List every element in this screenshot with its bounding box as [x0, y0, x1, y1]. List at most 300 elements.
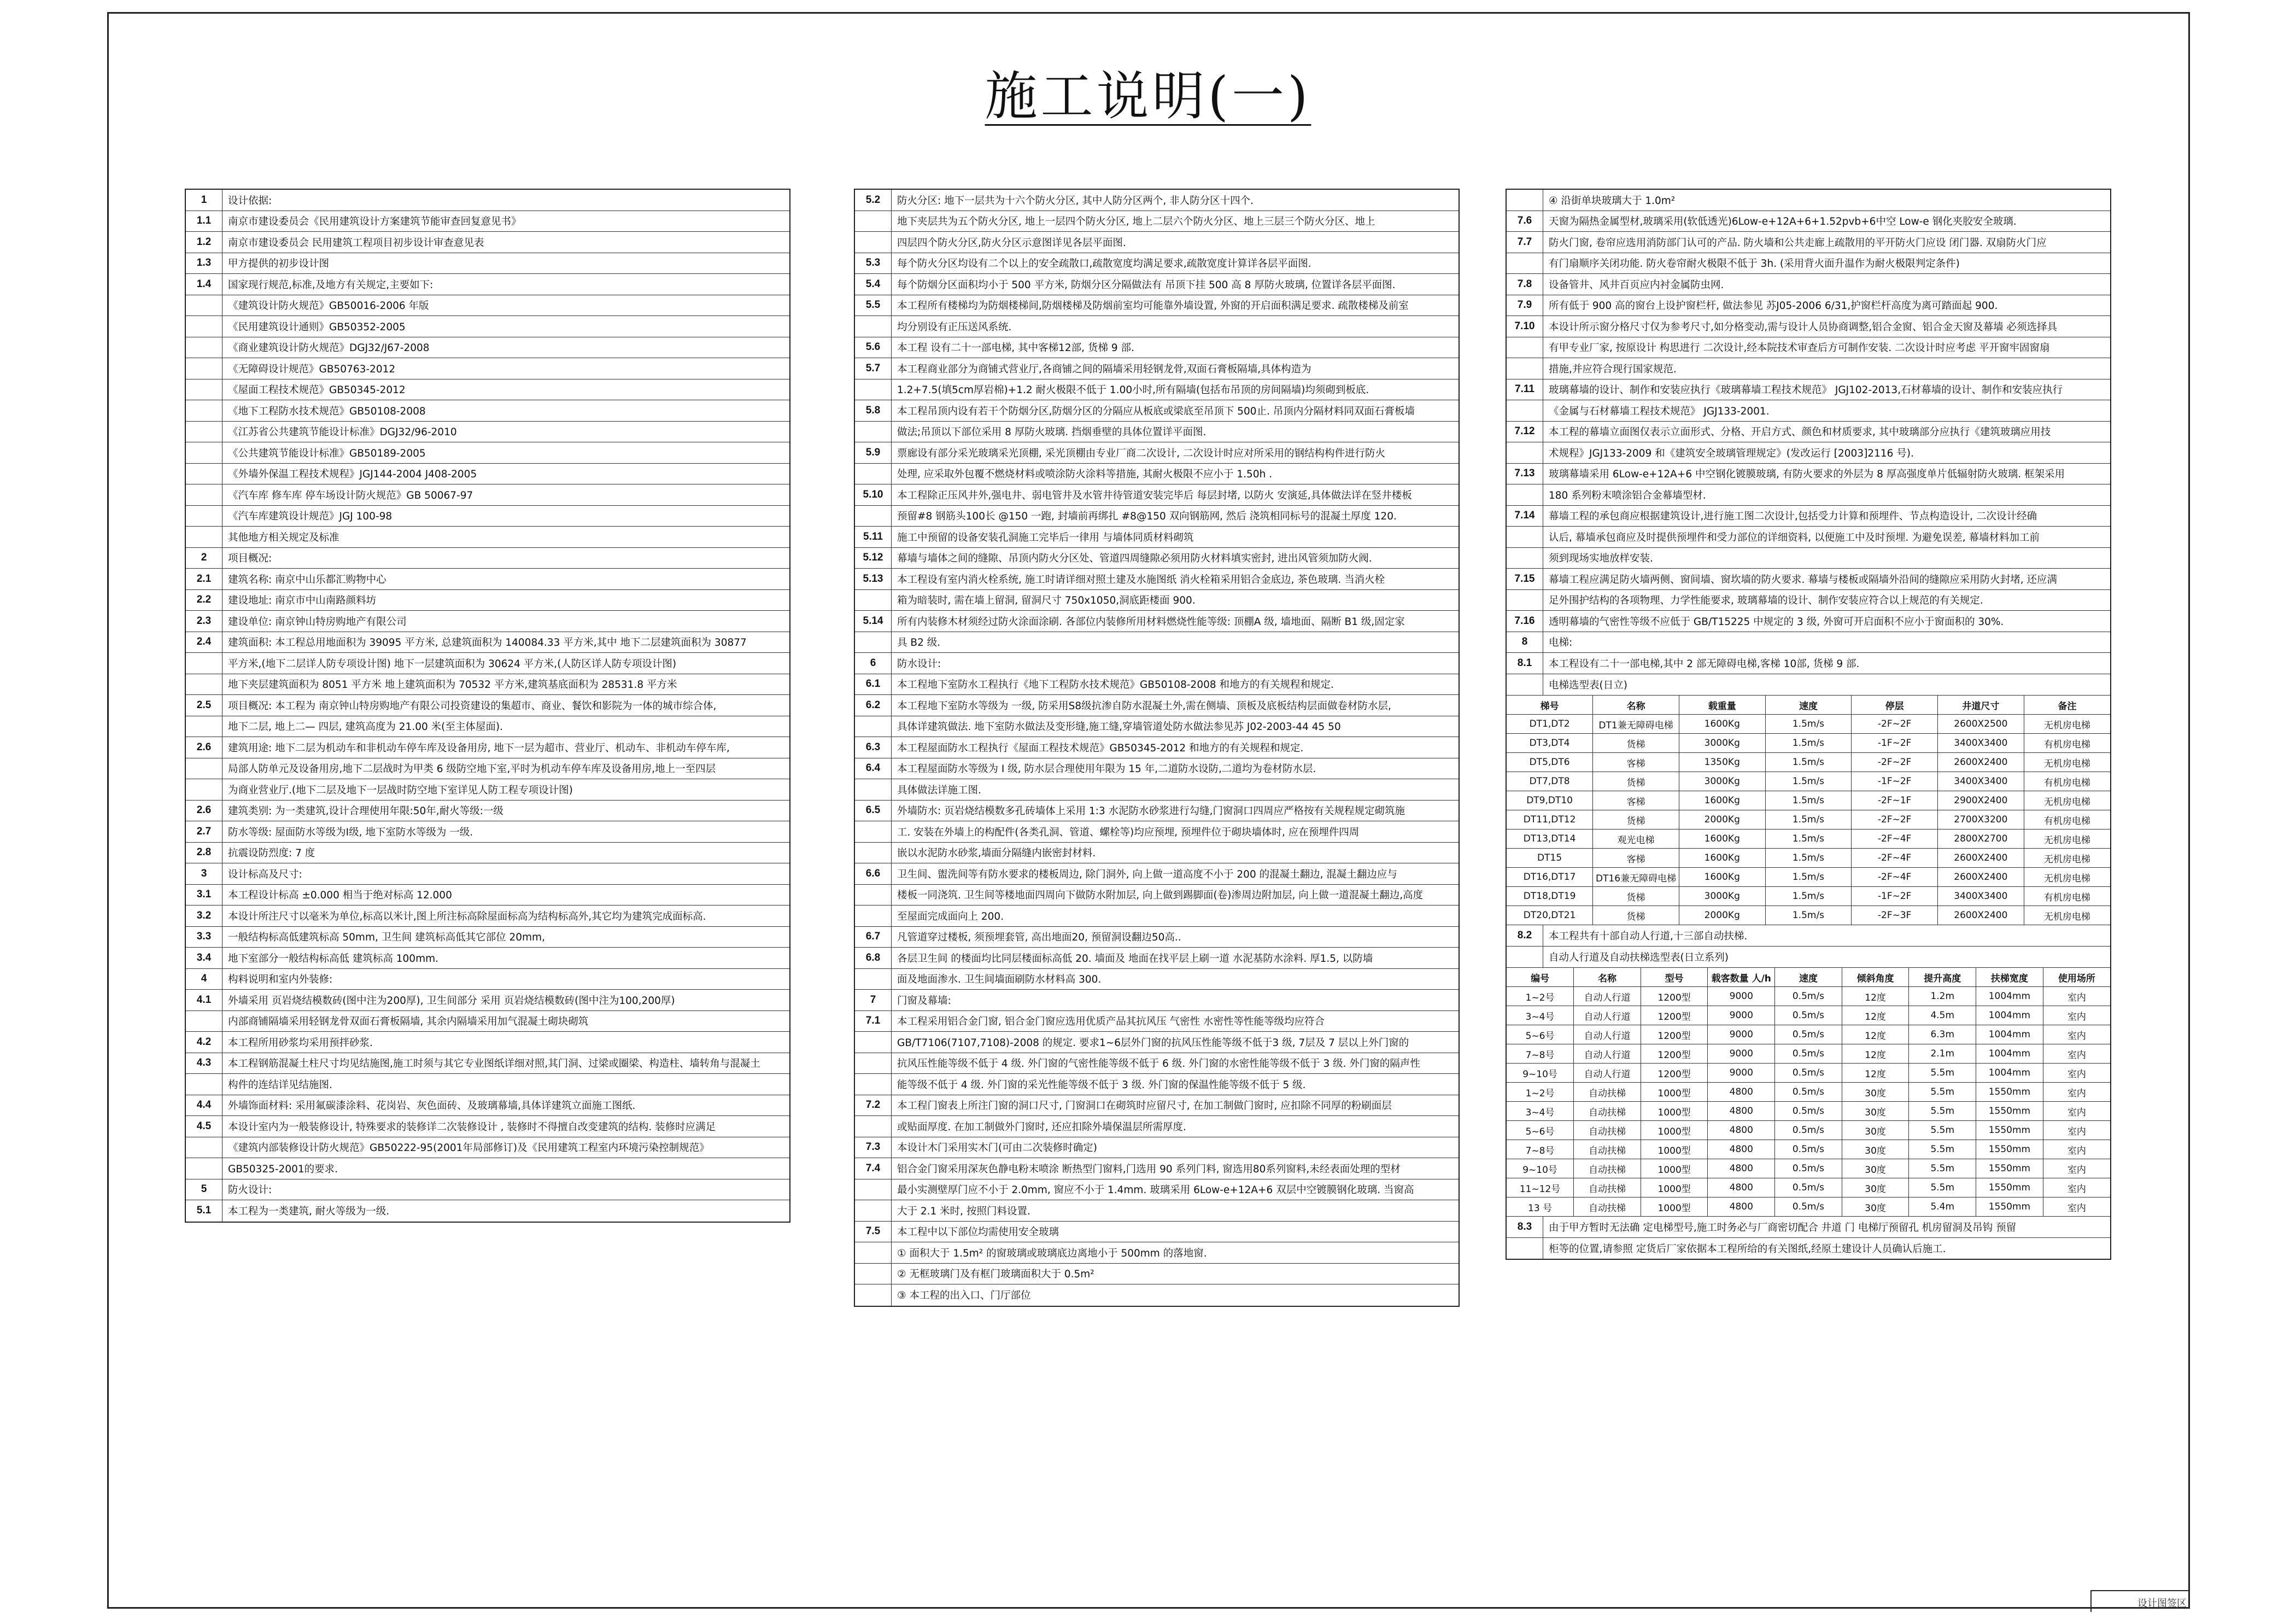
table-cell: 无机房电梯 — [2024, 906, 2110, 925]
clause-text: 本工程商业部分为商铺式营业厅,各商铺之间的隔墙采用轻钢龙骨,双面石膏板隔墙,具体构造为 — [897, 363, 1311, 375]
spec-row — [1507, 653, 2110, 674]
table-header-cell: 名称 — [1574, 968, 1641, 987]
clause-text: 箱为暗装时, 需在墙上留洞, 留洞尺寸 750x1050,洞底距楼面 900. — [897, 595, 1196, 607]
table-cell: 1600Kg — [1679, 791, 1765, 810]
table-row — [1507, 1178, 2110, 1197]
table-cell: 1550mm — [1976, 1140, 2043, 1159]
table-header-cell: 提升高度 — [1909, 968, 1976, 987]
clause-text: 本设计所注尺寸以毫米为单位,标高以米计,图上所注标高除屋面标高为结构标高外,其它均为建筑完成面标高. — [228, 910, 706, 922]
clause-number: 2.1 — [186, 569, 222, 589]
table-cell: 30度 — [1842, 1178, 1909, 1197]
spec-row — [855, 1200, 1459, 1222]
table-row — [1507, 1064, 2110, 1083]
table-cell: 自动人行道 — [1574, 1044, 1641, 1064]
spec-row — [855, 422, 1459, 443]
table-cell: 4800 — [1708, 1102, 1775, 1121]
table-cell: 1200型 — [1641, 1064, 1708, 1083]
spec-row — [855, 1032, 1459, 1053]
clause-text: 铝合金门窗采用深灰色静电粉末喷涂 断热型门窗料,门选用 90 系列门料, 窗选用80系列窗料,未经表面处理的型材 — [897, 1163, 1401, 1175]
table-cell: 自动人行道 — [1574, 1064, 1641, 1083]
clause-text: 《江苏省公共建筑节能设计标准》DGJ32/96-2010 — [228, 427, 457, 439]
table-cell: 0.5m/s — [1775, 1159, 1842, 1178]
table-cell: 1.5m/s — [1765, 715, 1852, 734]
table-header-cell: 井道尺寸 — [1938, 696, 2024, 715]
table-cell: 2.1m — [1909, 1044, 1976, 1064]
table-header-cell: 型号 — [1641, 968, 1708, 987]
table-cell: 货梯 — [1593, 734, 1679, 753]
spec-row — [855, 527, 1459, 548]
table-row — [1507, 868, 2110, 887]
spec-row — [1507, 274, 2110, 295]
clause-text: 门窗及幕墙: — [897, 995, 951, 1007]
table-cell: 2000Kg — [1679, 810, 1765, 829]
clause-number: 4.1 — [186, 990, 222, 1010]
clause-text: 《屋面工程技术规范》GB50345-2012 — [228, 384, 406, 396]
clause-text: ② 无框玻璃门及有框门玻璃面积大于 0.5m² — [897, 1269, 1094, 1281]
clause-text: 甲方提供的初步设计图 — [228, 258, 330, 270]
clause-number: 7 — [855, 990, 892, 1010]
spec-row — [186, 337, 789, 359]
clause-text: 工. 安装在外墙上的构配件(各类孔洞、管道、螺栓等)均应预埋, 预埋件位于砌块墙体时, 应在预埋件四周 — [897, 826, 1360, 838]
table-cell: 9000 — [1708, 1044, 1775, 1064]
spec-row — [1507, 1238, 2110, 1259]
spec-row — [855, 821, 1459, 843]
table-cell: 5.4m — [1909, 1197, 1976, 1217]
clause-text: 局部人防单元及设备用房,地下二层战时为甲类 6 级防空地下室,平时为机动车停车库及设备用房,地上一至四层 — [228, 763, 716, 775]
clause-text: 防水等级: 屋面防水等级为Ⅰ级, 地下室防水等级为 一级. — [228, 826, 473, 838]
spec-row — [855, 716, 1459, 738]
table-cell: DT9,DT10 — [1507, 791, 1593, 810]
table-cell: 自动人行道 — [1574, 1025, 1641, 1044]
clause-text: 设计标高及尺寸: — [228, 868, 302, 880]
clause-text: 认后, 幕墙承包商应及时提供预埋件和受力部位的详细资料, 以便施工中及时预埋. 为避免误差, 幕墙材料加工前 — [1549, 531, 2040, 544]
table-cell: 30度 — [1842, 1140, 1909, 1159]
clause-text: GB/T7106(7107,7108)-2008 的规定. 要求1~6层外门窗的抗风压性能等级不低于3 级, 7层及 7 层以上外门窗的 — [897, 1037, 1409, 1049]
spec-row — [855, 990, 1459, 1011]
clause-text: 构件的连结详见结施图. — [228, 1079, 332, 1091]
spec-row — [1507, 232, 2110, 253]
clause-text: 面及地面渗水. 卫生间墙面刷防水材料高 300. — [897, 974, 1102, 986]
clause-number — [855, 1242, 892, 1263]
clause-text: 柜等的位置,请参照 定货后厂家依据本工程所给的有关图纸,经原土建设计人员确认后施工. — [1549, 1243, 1946, 1255]
clause-number — [186, 316, 222, 337]
table-cell: 2000Kg — [1679, 906, 1765, 925]
spec-row — [186, 1095, 789, 1117]
spec-row — [855, 211, 1459, 232]
spec-row — [1507, 422, 2110, 443]
table-cell: 观光电梯 — [1593, 829, 1679, 849]
table-cell: 自动扶梯 — [1574, 1178, 1641, 1197]
table-cell: 4800 — [1708, 1121, 1775, 1140]
clause-number: 7.13 — [1507, 464, 1543, 484]
spec-row — [186, 1137, 789, 1159]
table-cell: 2600X2400 — [1938, 906, 2024, 925]
spec-row — [1507, 442, 2110, 464]
clause-number: 6.8 — [855, 948, 892, 968]
spec-row — [186, 590, 789, 611]
notes-column-3 — [1506, 189, 2111, 1260]
table-cell: 12度 — [1842, 1006, 1909, 1025]
clause-number — [186, 295, 222, 316]
table-cell: 5~6号 — [1507, 1025, 1574, 1044]
table-cell: 4800 — [1708, 1197, 1775, 1217]
spec-row — [186, 527, 789, 548]
spec-row — [186, 674, 789, 696]
table-cell: 9~10号 — [1507, 1064, 1574, 1083]
table-cell: 13 号 — [1507, 1197, 1574, 1217]
table-row — [1507, 1083, 2110, 1102]
clause-number: 5.1 — [186, 1200, 222, 1222]
clause-text: 玻璃幕墙的设计、制作和安装应执行《玻璃幕墙工程技术规范》 JGJ102-2013,石材幕墙的设计、制作和安装应执行 — [1549, 384, 2063, 396]
table-cell: 1600Kg — [1679, 829, 1765, 849]
spec-row — [855, 758, 1459, 780]
table-cell: 0.5m/s — [1775, 1006, 1842, 1025]
clause-number: 5.8 — [855, 400, 892, 421]
table-cell: 1600Kg — [1679, 849, 1765, 868]
spec-row — [855, 569, 1459, 590]
clause-number: 8.3 — [1507, 1217, 1543, 1237]
spec-row — [186, 653, 789, 674]
table-cell: 0.5m/s — [1775, 1083, 1842, 1102]
table-cell: 1.5m/s — [1765, 772, 1852, 791]
clause-text: 建筑名称: 南京中山乐都汇购物中心 — [228, 574, 386, 586]
spec-row — [855, 801, 1459, 822]
table-cell: 12度 — [1842, 1064, 1909, 1083]
spec-row — [1507, 400, 2110, 422]
clause-number — [855, 1074, 892, 1095]
clause-text: 本设计所示窗分格尺寸仅为参考尺寸,如分格变动,需与设计人员协商调整,铝合金窗、铝合金天窗及幕墙 必须选择具 — [1549, 321, 2058, 333]
table-cell: 2600X2400 — [1938, 868, 2024, 887]
clause-number: 5.9 — [855, 442, 892, 463]
clause-number: 7.10 — [1507, 316, 1543, 337]
clause-text: 本工程共有十部自动人行道,十三部自动扶梯. — [1549, 930, 1748, 942]
table-cell: 1.5m/s — [1765, 906, 1852, 925]
spec-row — [855, 295, 1459, 317]
spec-row — [855, 1095, 1459, 1117]
clause-number: 5.12 — [855, 548, 892, 569]
clause-text: 内部商铺隔墙采用轻钢龙骨双面石膏板隔墙, 其余内隔墙采用加气混凝土砌块砌筑 — [228, 1016, 589, 1028]
clause-number — [1507, 590, 1543, 611]
clause-text: 做法;吊顶以下部位采用 8 厚防火玻璃. 挡烟垂壁的具体位置详平面图. — [897, 427, 1206, 439]
spec-row — [186, 422, 789, 443]
clause-text: 1.2+7.5(填5cm厚岩棉)+1.2 耐火极限不低于 1.00小时,所有隔墙(包括布吊顶的房间隔墙)均须砌到板底. — [897, 384, 1369, 396]
table-row — [1507, 1006, 2110, 1025]
clause-number: 7.11 — [1507, 379, 1543, 400]
table-cell: 12度 — [1842, 1025, 1909, 1044]
table-cell: 货梯 — [1593, 772, 1679, 791]
table-cell: DT16兼无障碍电梯 — [1593, 868, 1679, 887]
clause-text: 施工中预留的设备安装孔洞施工完毕后一律用 与墙体同质材料砌筑 — [897, 531, 1194, 544]
spec-row — [855, 1074, 1459, 1095]
clause-number: 6.1 — [855, 674, 892, 695]
table-row — [1507, 810, 2110, 829]
table-cell: 5.5m — [1909, 1178, 1976, 1197]
spec-row — [186, 400, 789, 422]
clause-text: 防水设计: — [897, 658, 941, 670]
clause-number: 7.15 — [1507, 569, 1543, 589]
spec-row — [186, 358, 789, 379]
clause-text: 《建筑内部装修设计防火规范》GB50222-95(2001年局部修订)及《民用建筑工程室内环境污染控制规范》 — [228, 1142, 710, 1154]
table-cell: 1000型 — [1641, 1102, 1708, 1121]
clause-text: 建筑面积: 本工程总用地面积为 39095 平方米, 总建筑面积为 140084.33 平方米,其中 地下二层建筑面积为 30877 — [228, 637, 747, 649]
table-cell: 30度 — [1842, 1197, 1909, 1217]
clause-number: 5.4 — [855, 274, 892, 295]
clause-text: 能等级不低于 4 级. 外门窗的采光性能等级不低于 3 级. 外门窗的保温性能等级不低于 5 级. — [897, 1079, 1306, 1091]
clause-text: 电梯: — [1549, 637, 1573, 649]
table-cell: 自动扶梯 — [1574, 1197, 1641, 1217]
clause-number: 2.6 — [186, 801, 222, 821]
clause-text: 地下夹层建筑面积为 8051 平方米 地上建筑面积为 70532 平方米,建筑基底面积为 28531.8 平方米 — [228, 679, 677, 691]
clause-text: 《商业建筑设计防火规范》DGJ32/J67-2008 — [228, 342, 430, 354]
clause-number — [855, 590, 892, 611]
spec-row — [855, 400, 1459, 422]
table-cell: -2F~2F — [1852, 753, 1938, 772]
clause-number: 5 — [186, 1179, 222, 1200]
spec-row — [1507, 337, 2110, 359]
table-row — [1507, 829, 2110, 849]
spec-row — [186, 695, 789, 716]
table-cell: 30度 — [1842, 1121, 1909, 1140]
clause-number — [855, 1053, 892, 1074]
clause-text: 本工程屋面防水工程执行《屋面工程技术规范》GB50345-2012 和地方的有关规程和规定. — [897, 742, 1304, 754]
clause-text: 防火分区: 地下一层共为十六个防火分区, 其中人防分区两个, 非人防分区十四个. — [897, 195, 1254, 207]
table-cell: 30度 — [1842, 1083, 1909, 1102]
spec-row — [186, 1074, 789, 1095]
table-cell: 0.5m/s — [1775, 1121, 1842, 1140]
clause-number — [1507, 253, 1543, 274]
clause-text: 大于 2.1 米时, 按照门料设置. — [897, 1205, 1030, 1217]
table-row — [1507, 753, 2110, 772]
spec-row — [1507, 295, 2110, 317]
clause-number — [855, 716, 892, 737]
clause-text: 本工程的幕墙立面图仅表示立面形式、分格、开启方式、颜色和材质要求, 其中玻璃部分应执行《建筑玻璃应用技 — [1549, 427, 2051, 439]
clause-text: 所有内装修木材须经过防火涂面涂刷. 各部位内装修所用材料燃烧性能等级: 顶棚A 级, 墙地面、隔断 B1 级,固定家 — [897, 616, 1405, 628]
spec-row — [186, 316, 789, 337]
table-cell: -1F~2F — [1852, 772, 1938, 791]
clause-number: 7.6 — [1507, 211, 1543, 232]
title-block-label: 设计图签区 — [2137, 1598, 2187, 1609]
table-cell: 室内 — [2043, 987, 2110, 1006]
clause-text: 至屋面完成面向上 200. — [897, 910, 1004, 922]
table-cell: 4800 — [1708, 1083, 1775, 1102]
table-cell: 30度 — [1842, 1102, 1909, 1121]
clause-text: 本工程钢筋混凝土柱尺寸均见结施图,施工时须与其它专业图纸详细对照,其门洞、过梁或圈梁、构造柱、墙转角与混凝土 — [228, 1058, 760, 1070]
spec-row — [855, 464, 1459, 485]
table-cell: DT3,DT4 — [1507, 734, 1593, 753]
table-cell: 自动人行道 — [1574, 987, 1641, 1006]
spec-row — [855, 548, 1459, 569]
clause-text: 建筑类别: 为一类建筑,设计合理使用年限:50年,耐火等级:一级 — [228, 805, 503, 817]
clause-text: 由于甲方暂时无法确 定电梯型号,施工时务必与厂商密切配合 井道 门 电梯厅预留孔 机房留洞及吊钩 预留 — [1549, 1222, 2017, 1234]
clause-text: 《无障碍设计规范》GB50763-2012 — [228, 363, 396, 375]
clause-text: 本工程地下室防水工程执行《地下工程防水技术规范》GB50108-2008 和地方的有关规程和规定. — [897, 679, 1334, 691]
clause-text: 本工程设有二十一部电梯,其中 2 部无障碍电梯,客梯 10部, 货梯 9 部. — [1549, 658, 1860, 670]
clause-text: 本设计室内为一般装修设计, 特殊要求的装修详二次装修设计 , 装修时不得擅自改变建筑的结构. 装修时应满足 — [228, 1121, 716, 1133]
clause-text: 一般结构标高低建筑标高 50mm, 卫生间 建筑标高低其它部位 20mm, — [228, 932, 545, 944]
spec-row — [855, 316, 1459, 337]
clause-number: 5.7 — [855, 358, 892, 379]
spec-row — [1507, 253, 2110, 274]
table-cell: 0.5m/s — [1775, 1044, 1842, 1064]
spec-row — [855, 232, 1459, 253]
table-cell: 无机房电梯 — [2024, 868, 2110, 887]
spec-row — [1507, 925, 2110, 947]
clause-number: 7.5 — [855, 1222, 892, 1242]
clause-number — [855, 232, 892, 253]
table-cell: 1550mm — [1976, 1102, 2043, 1121]
clause-text: 防火设计: — [228, 1184, 272, 1196]
clause-text: 《公共建筑节能设计标准》GB50189-2005 — [228, 447, 426, 459]
clause-number — [1507, 548, 1543, 569]
clause-text: 幕墙与墙体之间的缝隙、吊顶内防火分区处、管道四周缝隙必须用防火材料填实密封, 进出风管须加防火阀. — [897, 553, 1372, 565]
spec-row — [186, 863, 789, 885]
table-row — [1507, 1044, 2110, 1064]
spec-row — [186, 906, 789, 927]
clause-text: 防火门窗, 卷帘应选用消防部门认可的产品. 防火墙和公共走廊上疏散用的平开防火门应设 闭门器. 双扇防火门应 — [1549, 237, 2047, 249]
table-cell: 5~6号 — [1507, 1121, 1574, 1140]
clause-number — [186, 337, 222, 358]
clause-number: 7.2 — [855, 1095, 892, 1116]
spec-row — [855, 1053, 1459, 1074]
clause-text: 抗风压性能等级不低于 4 级. 外门窗的气密性能等级不低于 6 级. 外门窗的水密性能等级不低于 3 级. 外门窗的隔声性 — [897, 1058, 1420, 1070]
clause-number — [1507, 337, 1543, 358]
table-cell: 货梯 — [1593, 887, 1679, 906]
clause-number: 2.4 — [186, 632, 222, 653]
clause-number — [1507, 1238, 1543, 1259]
spec-row — [186, 801, 789, 822]
clause-number — [855, 1284, 892, 1306]
clause-text: 最小实测壁厚门应不小于 2.0mm, 窗应不小于 1.4mm. 玻璃采用 6Low-e+12A+6 双层中空镀膜钢化玻璃. 当窗高 — [897, 1184, 1414, 1196]
clause-number: 3.1 — [186, 885, 222, 906]
clause-text: 每个防火分区均设有二个以上的安全疏散口,疏散宽度均满足要求,疏散宽度计算详各层平面图. — [897, 258, 1311, 270]
table-cell: 室内 — [2043, 1197, 2110, 1217]
spec-row — [186, 843, 789, 864]
clause-text: 国家现行规范,标准,及地方有关规定,主要如下: — [228, 279, 434, 291]
spec-row — [855, 1011, 1459, 1032]
table-cell: -2F~2F — [1852, 810, 1938, 829]
spec-row — [186, 611, 789, 632]
clause-number: 7.1 — [855, 1011, 892, 1032]
table-header-cell: 扶梯宽度 — [1976, 968, 2043, 987]
clause-text: 本工程除正压风井外,强电井、弱电管井及水管井待管道安装完毕后 每层封堵, 以防火 安演延,具体做法详在竖井楼板 — [897, 489, 1412, 501]
table-row — [1507, 715, 2110, 734]
table-cell: 1000型 — [1641, 1083, 1708, 1102]
clause-text: 有甲专业厂家, 按原设计 构思进行 二次设计,经本院技术审查后方可制作安装. 二次设计时应考虑 平开窗牢固窗扇 — [1549, 342, 2050, 354]
clause-number — [855, 379, 892, 400]
clause-number: 7.14 — [1507, 506, 1543, 527]
clause-text: 外墙防水: 页岩烧结模数多孔砖墙体上采用 1:3 水泥防水砂浆进行勾缝,门窗洞口四周应严格按有关规程规定砌筑施 — [897, 805, 1405, 817]
spec-row — [186, 274, 789, 295]
clause-text: 本工程吊顶内设有若干个防烟分区,防烟分区的分隔应从板底或梁底至吊顶下 500止. 吊顶内分隔材料同双面石膏板墙 — [897, 405, 1415, 417]
table-cell: 客梯 — [1593, 849, 1679, 868]
table-cell: 1~2号 — [1507, 987, 1574, 1006]
table-cell: 1600Kg — [1679, 715, 1765, 734]
clause-number: 7.4 — [855, 1158, 892, 1179]
spec-row — [186, 295, 789, 317]
table-cell: 1200型 — [1641, 1006, 1708, 1025]
table-cell: 自动扶梯 — [1574, 1083, 1641, 1102]
table-row — [1507, 1025, 2110, 1044]
clause-number — [186, 400, 222, 421]
table-row — [1507, 734, 2110, 753]
clause-number: 4.5 — [186, 1116, 222, 1137]
spec-row — [855, 442, 1459, 464]
table-cell: 1.5m/s — [1765, 849, 1852, 868]
clause-number: 6.6 — [855, 863, 892, 884]
clause-text: 每个防烟分区面积均小于 500 平方米, 防烟分区分隔做法有 吊顶下挂 500 高 8 厚防火玻璃, 位置详各层平面图. — [897, 279, 1396, 291]
spec-row — [1507, 527, 2110, 548]
clause-text: 本工程中以下部位均需使用安全玻璃 — [897, 1226, 1059, 1239]
clause-number: 2.3 — [186, 611, 222, 632]
clause-number: 6 — [855, 653, 892, 674]
clause-text: 180 系列粉末喷涂铝合金幕墙型材. — [1549, 489, 1706, 501]
table-cell: 1550mm — [1976, 1121, 2043, 1140]
clause-number: 3.3 — [186, 927, 222, 948]
table-cell: DT20,DT21 — [1507, 906, 1593, 925]
table-cell: 有机房电梯 — [2024, 810, 2110, 829]
spec-row — [186, 1179, 789, 1201]
table-cell: DT18,DT19 — [1507, 887, 1593, 906]
clause-text: 本工程屋面防水等级为 Ⅰ 级, 防水层合理使用年限为 15 年,二道防水设防,二道均为卷材防水层. — [897, 763, 1316, 775]
table-header-cell: 备注 — [2024, 696, 2110, 715]
clause-text: 外墙饰面材料: 采用氟碳漆涂料、花岗岩、灰色面砖、及玻璃幕墙,具体详建筑立面施工图纸. — [228, 1100, 636, 1112]
table-cell: 室内 — [2043, 1102, 2110, 1121]
clause-number: 5.14 — [855, 611, 892, 632]
table-cell: -2F~1F — [1852, 791, 1938, 810]
spec-row — [855, 632, 1459, 653]
spec-row — [186, 927, 789, 948]
spec-row — [186, 232, 789, 253]
spec-row — [1507, 379, 2110, 401]
clause-number: 5.2 — [855, 190, 892, 211]
table-cell: 室内 — [2043, 1006, 2110, 1025]
spec-row — [855, 695, 1459, 716]
clause-number — [186, 1011, 222, 1032]
clause-number — [186, 442, 222, 463]
clause-number: 6.4 — [855, 758, 892, 779]
table-cell: 1000型 — [1641, 1121, 1708, 1140]
spec-row — [186, 1011, 789, 1032]
spec-row — [855, 484, 1459, 506]
clause-text: 建筑用途: 地下二层为机动车和非机动车停车库及设备用房, 地下一层为超市、营业厅、机动车、非机动车停车库, — [228, 742, 730, 754]
table-cell: 5.5m — [1909, 1159, 1976, 1178]
table-cell: 2600X2400 — [1938, 849, 2024, 868]
clause-number — [1507, 442, 1543, 463]
table-row — [1507, 772, 2110, 791]
spec-row — [855, 358, 1459, 379]
clause-text: 凡管道穿过楼板, 须预埋套管, 高出地面20, 预留洞设翻边50高.. — [897, 932, 1181, 944]
table-cell: 货梯 — [1593, 906, 1679, 925]
table-cell: 3~4号 — [1507, 1006, 1574, 1025]
spec-row — [1507, 590, 2110, 611]
clause-number: 2.5 — [186, 695, 222, 716]
table-cell: 有机房电梯 — [2024, 887, 2110, 906]
spec-row — [855, 737, 1459, 758]
clause-number: 8.2 — [1507, 925, 1543, 946]
table-cell: 0.5m/s — [1775, 1140, 1842, 1159]
spec-row — [855, 863, 1459, 885]
clause-number: 2 — [186, 548, 222, 569]
table-cell: -2F~4F — [1852, 829, 1938, 849]
spec-row — [186, 379, 789, 401]
spec-row — [1507, 548, 2110, 569]
table-cell: 0.5m/s — [1775, 1025, 1842, 1044]
spec-row — [186, 506, 789, 527]
spec-row — [186, 569, 789, 590]
spec-row — [186, 211, 789, 232]
clause-text: 本设计木门采用实木门(可由二次装修时确定) — [897, 1142, 1097, 1154]
spec-row — [1507, 484, 2110, 506]
